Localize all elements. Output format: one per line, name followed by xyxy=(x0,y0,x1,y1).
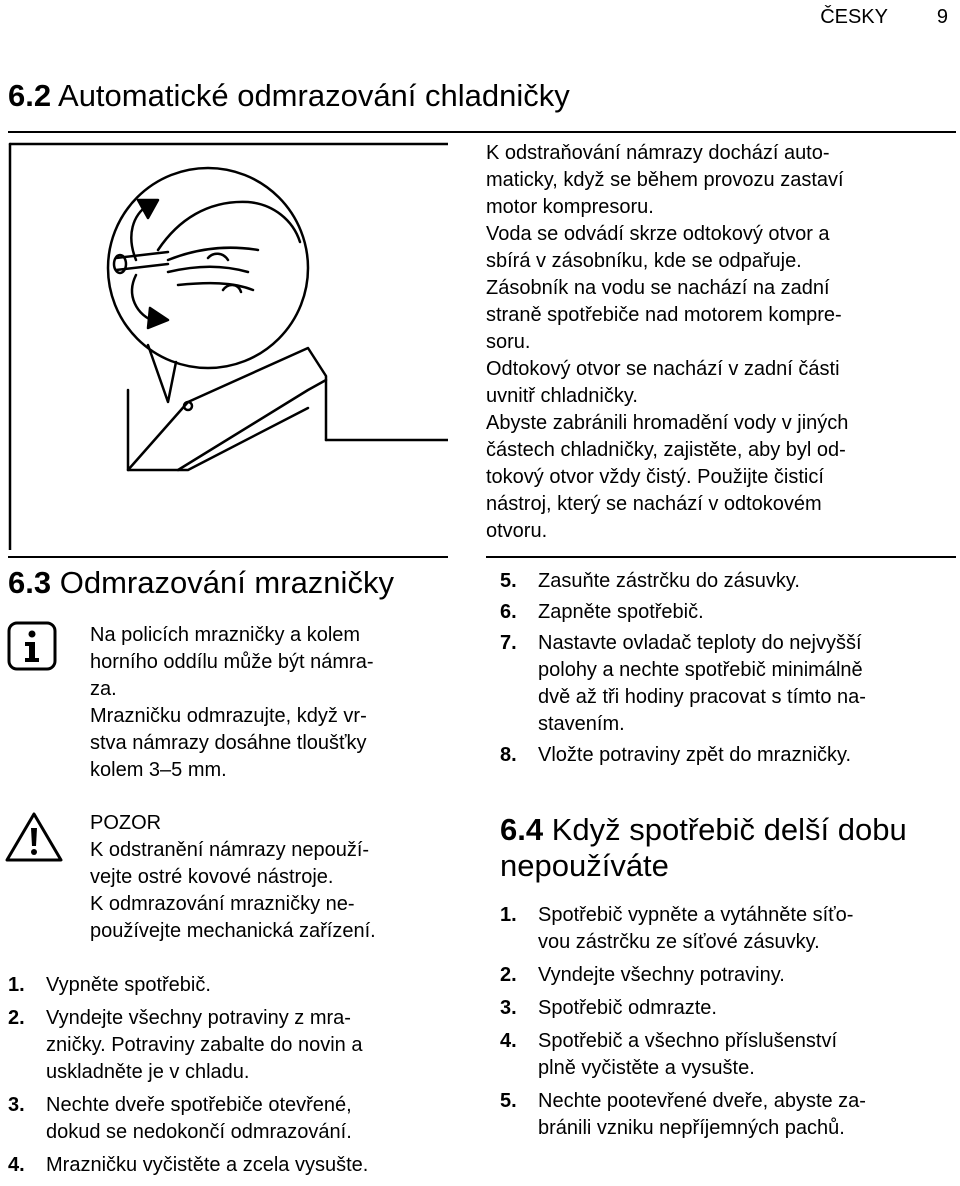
info-icon xyxy=(6,620,66,680)
section-title: Automatické odmrazování chladničky xyxy=(58,78,570,113)
section-6-4-heading xyxy=(500,812,956,884)
section-rule xyxy=(8,556,448,558)
list-item: 6. Zapněte spotřebič. xyxy=(500,601,704,623)
section-number: 6.3 xyxy=(8,565,52,600)
list-item: 5. Nechte pootevřené dveře, abyste za- bránili vzniku nepříjemných pachů. xyxy=(500,1090,866,1139)
list-item: 1. Vypněte spotřebič. xyxy=(8,974,211,996)
warning-text: K odstranění námrazy nepouží- vejte ostré kovové nástroje. K odmrazování mrazničky ne- používejte mechanická zařízení. xyxy=(90,839,376,942)
page-number: 9 xyxy=(936,6,948,28)
paragraph: Odtokový otvor se nachází v zadní části uvnitř chladničky. xyxy=(486,358,840,407)
list-item: 1. Spotřebič vypněte a vytáhněte síťo- vou zástrčku ze síťové zásuvky. xyxy=(500,904,854,953)
section-6-2-text xyxy=(486,140,956,545)
list-item: 2. Vyndejte všechny potraviny. xyxy=(500,964,785,986)
section-rule xyxy=(486,556,956,558)
section-rule xyxy=(8,131,956,133)
warning-triangle-icon xyxy=(4,810,64,870)
section-6-3-steps xyxy=(8,972,448,1179)
list-item: 7. Nastavte ovladač teploty do nejvyšší polohy a nechte spotřebič minimálně dvě až tři hodiny pracovat s tímto na- stavením. xyxy=(500,632,866,735)
section-6-2-heading xyxy=(8,78,570,114)
paragraph: Voda se odvádí skrze odtokový otvor a sbírá v zásobníku, kde se odpařuje. xyxy=(486,223,830,272)
section-6-4-steps xyxy=(500,902,956,1142)
list-item: 2. Vyndejte všechny potraviny z mra- zničky. Potraviny zabalte do novin a uskladněte je v chladu. xyxy=(8,1007,363,1083)
section-6-3-steps-continued xyxy=(500,568,956,769)
list-item: 5. Zasuňte zástrčku do zásuvky. xyxy=(500,570,800,592)
list-item: 4. Mrazničku vyčistěte a zcela vysušte. xyxy=(8,1154,369,1176)
paragraph: Abyste zabránili hromadění vody v jiných částech chladničky, zajistěte, aby byl od- tokový otvor vždy čistý. Použijte čisticí nástroj, který se nachází v odtokovém otvoru. xyxy=(486,412,849,542)
paragraph: K odstraňování námrazy dochází auto- maticky, když se během provozu zastaví motor kompresoru. xyxy=(486,142,844,218)
section-title: Když spotřebič delší dobu nepoužíváte xyxy=(500,812,907,883)
section-6-3-heading xyxy=(8,565,394,601)
list-item: 4. Spotřebič a všechno příslušenství plně vyčistěte a vysušte. xyxy=(500,1030,838,1079)
info-note-text: Na policích mrazničky a kolem horního oddílu může být námra- za. Mrazničku odmrazujte, když vr- stva námrazy dosáhne tloušťky kolem 3–5 mm. xyxy=(90,624,374,781)
section-number: 6.2 xyxy=(8,78,52,113)
warning-title: POZOR xyxy=(90,812,162,834)
warning-block xyxy=(90,810,450,945)
list-item: 8. Vložte potraviny zpět do mrazničky. xyxy=(500,744,852,766)
list-item: 3. Spotřebič odmrazte. xyxy=(500,997,717,1019)
section-title: Odmrazování mrazničky xyxy=(59,565,394,600)
paragraph: Zásobník na vodu se nachází na zadní straně spotřebiče nad motorem kompre- soru. xyxy=(486,277,842,353)
list-item: 3. Nechte dveře spotřebiče otevřené, dokud se nedokončí odmrazování. xyxy=(8,1094,352,1143)
defrost-drain-illustration xyxy=(8,140,448,550)
header-language: ČESKY xyxy=(820,6,888,28)
section-number: 6.4 xyxy=(500,812,544,847)
